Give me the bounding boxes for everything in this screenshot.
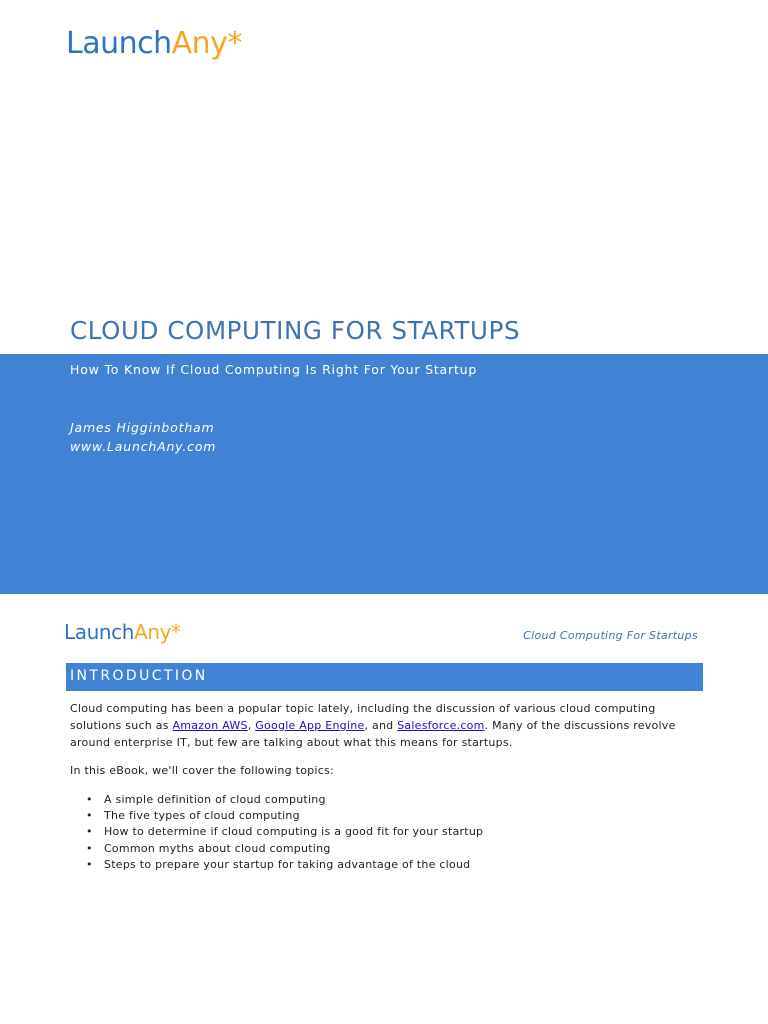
cover-band — [0, 354, 768, 594]
running-header: Cloud Computing For Startups — [523, 629, 698, 642]
list-item-text: Common myths about cloud computing — [104, 841, 331, 855]
list-item — [86, 824, 483, 840]
cover-author-block — [70, 418, 216, 456]
logo-launch-text: Launch — [66, 26, 172, 61]
amazon-aws-link[interactable]: Amazon AWS — [172, 719, 248, 732]
list-item — [86, 857, 483, 873]
bullet-icon: • — [86, 857, 93, 871]
launchany-logo — [66, 26, 242, 61]
logo-any-text: Any* — [171, 26, 242, 61]
intro-paragraph — [70, 700, 710, 751]
section-heading-bar — [66, 663, 703, 691]
list-item — [86, 808, 483, 824]
author-website: www.LaunchAny.com — [70, 439, 217, 454]
bullet-icon: • — [86, 841, 93, 855]
logo-small-any-text: Any* — [134, 620, 181, 644]
topics-intro: In this eBook, we'll cover the following topics: — [70, 764, 334, 777]
bullet-icon: • — [86, 793, 93, 806]
section-heading: INTRODUCTION — [70, 668, 208, 684]
salesforce-link[interactable]: Salesforce.com — [397, 719, 485, 732]
topics-list — [86, 792, 483, 873]
bullet-icon: • — [86, 825, 93, 839]
intro-text-4: . Many of the discussions revolve around enterprise IT, but few are talking about what this means for startups. — [70, 719, 676, 749]
google-app-engine-link[interactable]: Google App Engine — [255, 719, 365, 732]
cover-subtitle: How To Know If Cloud Computing Is Right For Your Startup — [70, 362, 478, 377]
list-item — [86, 792, 483, 808]
intro-text-1: Cloud computing has been a popular topic lately, including the discussion of various cloud computing solutions such as — [70, 702, 656, 732]
list-item-text: Steps to prepare your startup for taking advantage of the cloud — [104, 857, 471, 871]
bullet-icon: • — [86, 809, 93, 823]
intro-text-3: , and — [364, 719, 398, 732]
logo-small-launch-text: Launch — [64, 620, 135, 644]
list-item-text: A simple definition of cloud computing — [104, 793, 326, 806]
list-item-text: How to determine if cloud computing is a good fit for your startup — [104, 825, 484, 839]
cover-title: CLOUD COMPUTING FOR STARTUPS — [70, 316, 521, 345]
intro-text-2: , — [247, 719, 256, 732]
list-item-text: The five types of cloud computing — [104, 809, 300, 823]
launchany-logo-small — [64, 620, 181, 644]
author-name: James Higginbotham — [70, 420, 215, 435]
list-item — [86, 841, 483, 857]
